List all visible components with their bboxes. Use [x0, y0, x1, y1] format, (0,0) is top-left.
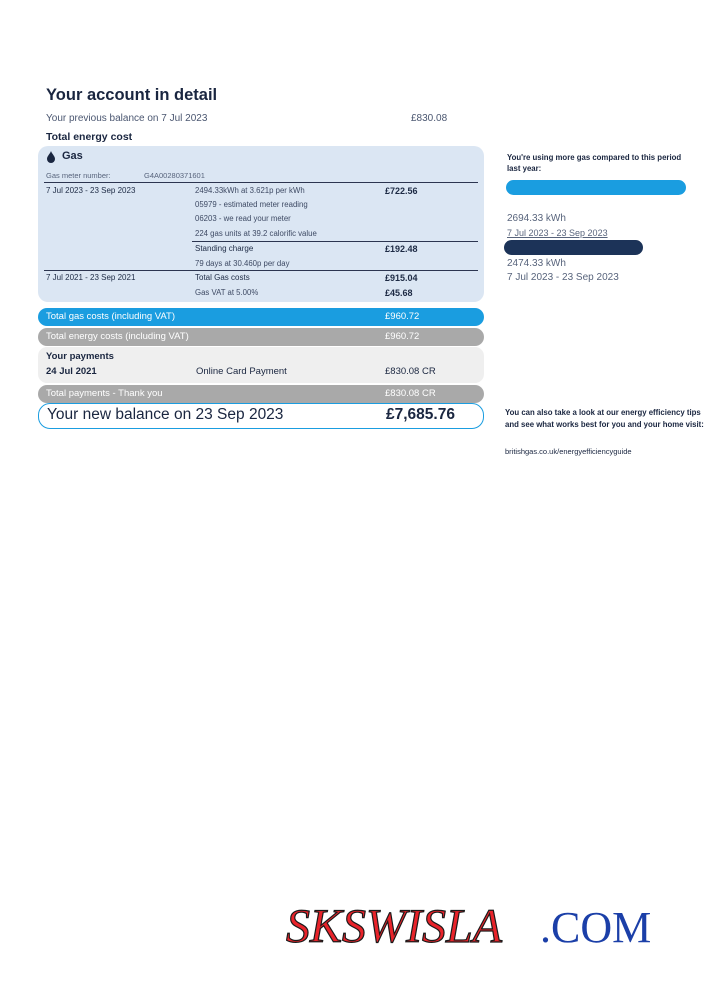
total-gas-costs-bar [38, 308, 484, 326]
payment-method: Online Card Payment [196, 366, 287, 377]
total-energy-cost-label: Total energy cost [46, 131, 133, 143]
watermark-main-text: SKSWISLA [286, 900, 502, 953]
total-energy-costs-bar [38, 328, 484, 346]
comparison-heading: You're using more gas compared to this period last year: [507, 153, 682, 173]
page-title: Your account in detail [46, 86, 218, 104]
payment-amount: £830.08 CR [385, 366, 436, 377]
gas-meter-number: G4A00280371601 [144, 171, 205, 180]
current-usage-kwh: 2694.33 kWh [507, 213, 566, 224]
current-usage-period: 7 Jul 2023 - 23 Sep 2023 [507, 228, 608, 238]
previous-balance-label: Your previous balance on 7 Jul 2023 [46, 113, 208, 124]
gas-meter-label: Gas meter number: [46, 171, 111, 180]
standing-charge-amount: £192.48 [385, 244, 418, 254]
efficiency-tip-text: You can also take a look at our energy efficiency tips and see what works best for you and your home visit: [505, 408, 704, 429]
total-gas-costs-inc-vat-label: Total gas costs (including VAT) [46, 311, 176, 322]
total-gas-costs-label: Total Gas costs [195, 273, 250, 282]
efficiency-guide-link[interactable]: britishgas.co.uk/energyefficiencyguide [505, 447, 632, 456]
divider [44, 182, 478, 183]
gas-period-previous: 7 Jul 2021 - 23 Sep 2021 [46, 273, 136, 282]
new-balance-amount: £7,685.76 [386, 406, 455, 423]
gas-units-line: 224 gas units at 39.2 calorific value [195, 229, 317, 238]
gas-usage-amount: £722.56 [385, 186, 418, 196]
gas-actual-reading: 06203 - we read your meter [195, 214, 291, 223]
new-balance-label: Your new balance on 23 Sep 2023 [47, 406, 284, 423]
gas-period-current: 7 Jul 2023 - 23 Sep 2023 [46, 186, 136, 195]
total-energy-costs-label: Total energy costs (including VAT) [46, 331, 189, 342]
divider [192, 241, 478, 242]
gas-vat-amount: £45.68 [385, 288, 413, 298]
previous-usage-kwh: 2474.33 kWh [507, 258, 566, 269]
previous-usage-period: 7 Jul 2023 - 23 Sep 2023 [507, 272, 619, 283]
previous-balance-amount: £830.08 [411, 113, 448, 124]
payment-date: 24 Jul 2021 [46, 366, 97, 377]
total-payments-label: Total payments - Thank you [46, 388, 163, 399]
previous-usage-bar [504, 240, 643, 255]
watermark-logo [286, 896, 686, 954]
total-payments-bar [38, 385, 484, 403]
current-usage-bar [506, 180, 686, 195]
watermark-suffix-text: .COM [540, 903, 652, 952]
gas-usage-line: 2494.33kWh at 3.621p per kWh [195, 186, 305, 195]
gas-vat-label: Gas VAT at 5.00% [195, 288, 259, 297]
flame-drop-icon [46, 151, 56, 163]
total-gas-costs-amount: £915.04 [385, 273, 418, 283]
divider [44, 270, 478, 271]
total-payments-amount: £830.08 CR [385, 388, 436, 399]
gas-heading: Gas [62, 150, 83, 162]
total-gas-costs-inc-vat-amount: £960.72 [385, 311, 420, 322]
standing-charge-label: Standing charge [195, 244, 254, 253]
total-energy-costs-amount: £960.72 [385, 331, 420, 342]
standing-charge-detail: 79 days at 30.460p per day [195, 259, 290, 268]
payments-heading: Your payments [46, 351, 114, 362]
gas-estimated-reading: 05979 - estimated meter reading [195, 200, 308, 209]
